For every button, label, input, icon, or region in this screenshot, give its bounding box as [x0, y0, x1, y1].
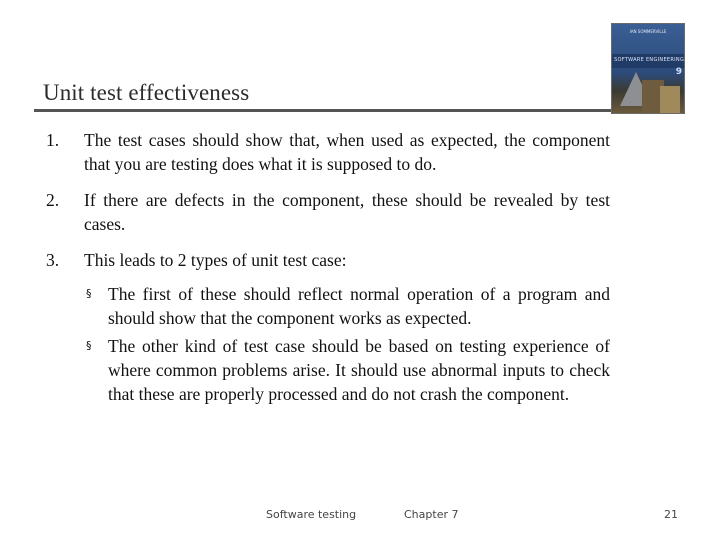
- footer-page-number: 21: [664, 508, 678, 521]
- bullet-icon: §: [86, 287, 92, 300]
- sub-bullet-item: [84, 282, 610, 330]
- slide-title: Unit test effectiveness: [43, 80, 250, 105]
- cover-building-shape: [660, 86, 680, 114]
- item-number: 1.: [46, 130, 60, 150]
- book-cover-edition: 9: [675, 67, 682, 77]
- book-cover-image: [611, 23, 685, 114]
- footer-section-label: Software testing: [266, 508, 357, 521]
- item-text: If there are defects in the component, these should be revealed by test cases.: [84, 190, 610, 234]
- numbered-item: [46, 188, 610, 236]
- footer-chapter-label: Chapter 7: [404, 508, 459, 521]
- book-cover-title: SOFTWARE ENGINEERING: [614, 57, 685, 63]
- bullet-icon: §: [86, 339, 92, 352]
- item-number: 3.: [46, 250, 60, 270]
- title-divider: [34, 109, 684, 112]
- book-cover-author: IAN SOMMERVILLE: [629, 29, 667, 34]
- item-text: This leads to 2 types of unit test case:: [84, 250, 347, 270]
- item-text: The test cases should show that, when used as expected, the component that you are testing does what it is supposed to do.: [84, 130, 610, 174]
- sub-bullet-item: [84, 334, 610, 406]
- numbered-item: [46, 128, 610, 176]
- sub-item-text: The first of these should reflect normal operation of a program and should show that the component works as expected.: [108, 284, 610, 328]
- slide-body: [46, 128, 610, 412]
- sub-item-text: The other kind of test case should be based on testing experience of where common problems arise. It should use abnormal inputs to check that these are properly processed and do not crash the component.: [108, 336, 610, 404]
- item-number: 2.: [46, 190, 60, 210]
- numbered-item: [46, 248, 610, 272]
